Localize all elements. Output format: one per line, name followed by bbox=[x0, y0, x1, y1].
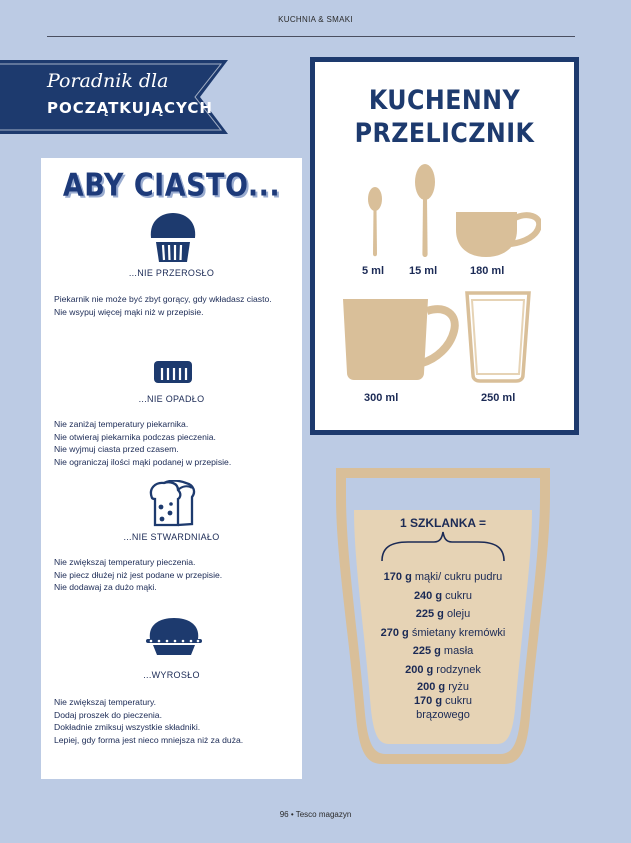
tablespoon-icon bbox=[413, 163, 437, 259]
cup-icon bbox=[455, 210, 541, 258]
converter-title-line1: KUCHENNY bbox=[368, 85, 521, 116]
section-text-rise bbox=[54, 696, 299, 746]
tip-line: Nie zwiększaj temperatury. bbox=[54, 697, 157, 707]
conversion-item: 225 g oleju bbox=[415, 608, 471, 621]
section-header: KUCHNIA & SMAKI bbox=[278, 15, 353, 24]
header-divider bbox=[47, 36, 575, 37]
section-text-overrise bbox=[54, 293, 299, 318]
glass-title: 1 SZKLANKA = bbox=[400, 516, 486, 530]
tip-line: Nie piecz dłużej niż jest podane w przepisie. bbox=[54, 569, 223, 580]
tip-line: Nie zaniżaj temperatury piekarnika. bbox=[54, 419, 189, 429]
ribbon-title-caps: POCZĄTKUJĄCYCH bbox=[47, 99, 213, 117]
tip-line: Dokładnie zmiksuj wszystkie składniki. bbox=[54, 722, 201, 733]
conversion-item: 270 g śmietany kremówki bbox=[380, 626, 506, 639]
teaspoon-icon bbox=[366, 186, 384, 258]
tip-line: Nie wsypuj więcej mąki niż w przepisie. bbox=[54, 306, 204, 317]
conversion-item: 225 g masła bbox=[412, 645, 474, 658]
baking-tips-title: ABY CIASTO... bbox=[62, 167, 281, 204]
conversion-item-continuation: brązowego bbox=[416, 708, 470, 721]
conversion-item: 240 g cukru bbox=[413, 589, 473, 602]
conversion-item: 170 g mąki/ cukru pudru bbox=[383, 571, 503, 583]
section-text-harden bbox=[54, 556, 299, 594]
section-text-collapse bbox=[54, 418, 299, 468]
page-footer: 96 • Tesco magazyn bbox=[279, 810, 352, 819]
bread-slice-icon bbox=[148, 480, 198, 528]
tip-line: Nie dodawaj za dużo mąki. bbox=[54, 582, 157, 593]
section-label-collapse: ...NIE OPADŁO bbox=[138, 394, 205, 404]
mug-icon bbox=[342, 297, 460, 381]
tip-line: Nie wyjmuj ciasta przed czasem. bbox=[54, 444, 179, 455]
tip-line: Nie ograniczaj ilości mąki podanej w przepisie. bbox=[54, 456, 232, 467]
tip-line: Piekarnik nie może być zbyt gorący, gdy wkładasz ciasto. bbox=[54, 294, 272, 304]
converter-title-line2: PRZELICZNIK bbox=[354, 118, 535, 149]
measure-label-teaspoon: 5 ml bbox=[362, 265, 385, 277]
conversion-item: 200 g ryżu bbox=[417, 680, 469, 693]
conversion-item: 170 g cukru bbox=[413, 694, 473, 707]
pie-icon bbox=[145, 615, 203, 657]
tip-line: Nie otwieraj piekarnika podczas pieczenia. bbox=[54, 431, 216, 442]
tip-line: Dodaj proszek do pieczenia. bbox=[54, 709, 162, 720]
glass-conversion-list bbox=[334, 568, 552, 722]
glass-icon bbox=[464, 290, 532, 384]
conversion-item: 200 g rodzynek bbox=[405, 663, 481, 676]
measure-label-cup: 180 ml bbox=[470, 265, 505, 277]
section-label-harden: ...NIE STWARDNIAŁO bbox=[123, 532, 220, 542]
measure-label-tablespoon: 15 ml bbox=[409, 265, 438, 277]
ribbon-title-script: Poradnik dla bbox=[47, 70, 169, 92]
section-label-rise: ...WYROSŁO bbox=[143, 670, 200, 680]
measure-label-mug: 300 ml bbox=[364, 392, 399, 404]
flat-cake-icon bbox=[153, 360, 193, 384]
muffin-icon bbox=[148, 212, 198, 264]
section-label-overrise: ...NIE PRZEROSŁO bbox=[128, 268, 215, 278]
measure-label-glass: 250 ml bbox=[481, 392, 516, 404]
tip-line: Lepiej, gdy forma jest nieco mniejsza niż za duża. bbox=[54, 734, 244, 745]
converter-title bbox=[326, 84, 563, 150]
tip-line: Nie zwiększaj temperatury pieczenia. bbox=[54, 557, 196, 567]
